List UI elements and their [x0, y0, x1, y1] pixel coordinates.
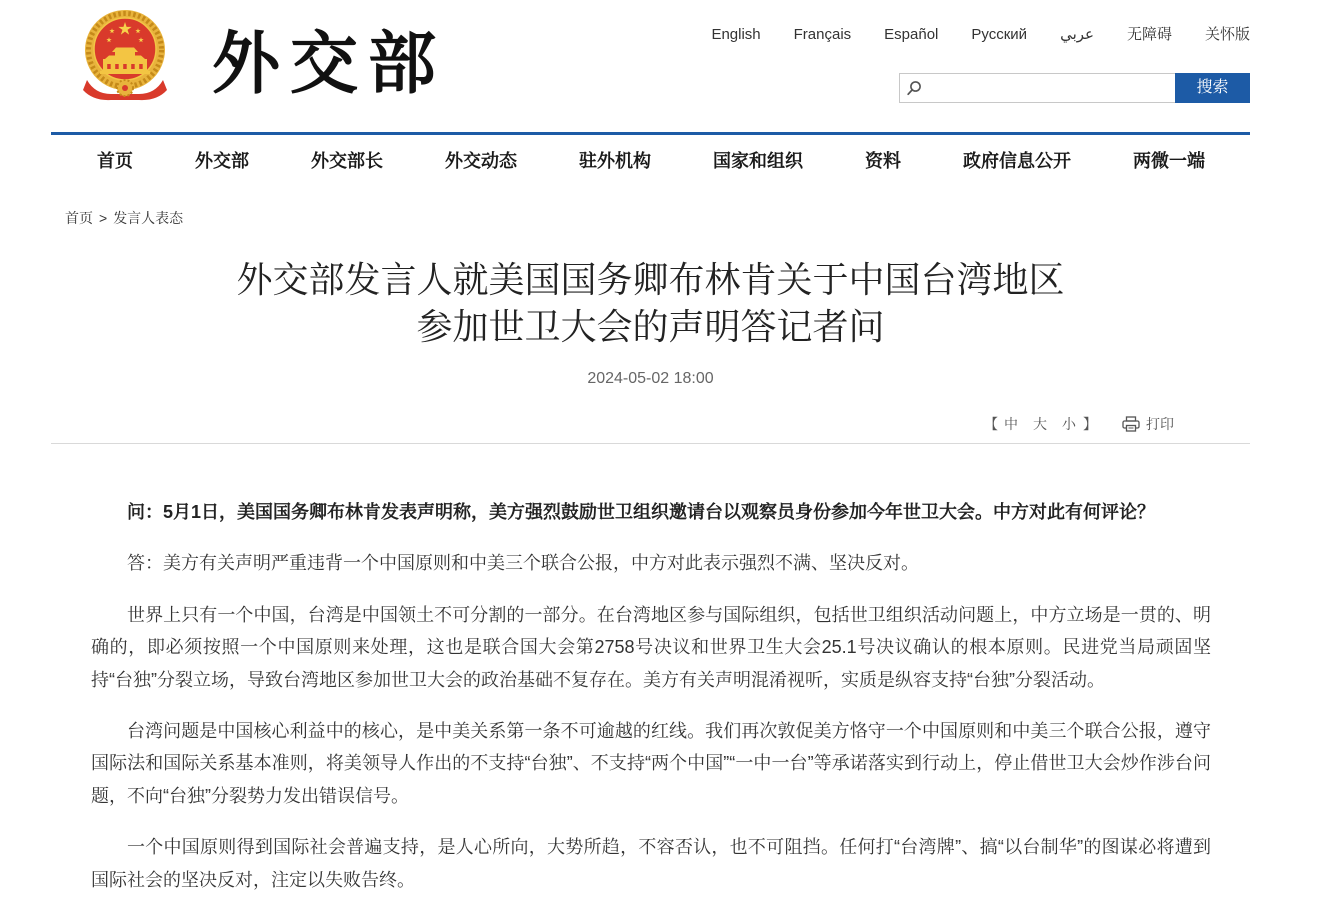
- search-box: [899, 73, 1175, 103]
- breadcrumb-separator: >: [99, 210, 108, 226]
- article-title: [51, 256, 1250, 350]
- breadcrumb-item-spokesperson[interactable]: 发言人表态: [113, 210, 184, 226]
- lang-link-english[interactable]: English: [711, 26, 761, 43]
- answer-paragraph: 答：美方有关声明严重违背一个中国原则和中美三个联合公报，中方对此表示强烈不满、坚决反对。: [127, 553, 919, 574]
- header-rule: [51, 132, 1250, 135]
- ministry-logo-text: 外交部: [212, 24, 447, 104]
- nav-item-minister[interactable]: 外交部长: [311, 151, 383, 171]
- nav-item-resources[interactable]: 资料: [865, 151, 901, 171]
- national-emblem-icon: [81, 8, 169, 102]
- print-label: 打印: [1146, 416, 1174, 432]
- lang-link-russian[interactable]: Русский: [971, 26, 1028, 43]
- nav-item-home[interactable]: 首页: [97, 151, 133, 171]
- nav-item-social-media[interactable]: 两微一端: [1133, 151, 1205, 171]
- font-size-bracket-close: 】: [1083, 416, 1097, 432]
- printer-icon: [1122, 416, 1140, 432]
- nav-item-countries-organizations[interactable]: 国家和组织: [713, 151, 803, 171]
- lang-link-arabic[interactable]: عربي: [1060, 26, 1094, 43]
- nav-item-missions-abroad[interactable]: 驻外机构: [579, 151, 651, 171]
- print-button[interactable]: [1122, 415, 1174, 433]
- lang-link-spanish[interactable]: Español: [884, 26, 939, 43]
- accessibility-link[interactable]: 无障碍: [1126, 26, 1172, 43]
- question-paragraph: 问：5月1日，美国国务卿布林肯发表声明称，美方强烈鼓励世卫组织邀请台以观察员身份参加今年世卫大会。中方对此有何评论？: [127, 502, 1156, 522]
- main-nav: [97, 149, 1205, 173]
- article-title-line: 参加世卫大会的声明答记者问: [416, 306, 885, 347]
- breadcrumb: [65, 209, 183, 227]
- language-links: [711, 25, 1250, 45]
- search-bar: [899, 73, 1250, 103]
- elderly-care-mode-link[interactable]: 关怀版: [1204, 26, 1250, 43]
- emblem-gear: [117, 80, 133, 96]
- font-size-medium-button[interactable]: 中: [1004, 416, 1018, 432]
- answer-paragraph: 台湾问题是中国核心利益中的核心，是中美关系第一条不可逾越的红线。我们再次敦促美方恪守一个中国原则和中美三个联合公报，遵守国际法和国际关系基本准则，将美领导人作出的不支持“台独”、不支持“两个中国”“一中一台”等承诺落实到行动上，停止借世卫大会炒作涉台问题，不向“台独”分裂势力发出错误信号。: [91, 721, 1211, 806]
- article-title-line: 外交部发言人就美国国务卿布林肯关于中国台湾地区: [236, 259, 1065, 300]
- lang-link-french[interactable]: Français: [793, 26, 852, 43]
- font-size-small-button[interactable]: 小: [1062, 416, 1076, 432]
- answer-paragraph: 世界上只有一个中国，台湾是中国领土不可分割的一部分。在台湾地区参与国际组织，包括世卫组织活动问题上，中方立场是一贯的、明确的，即必须按照一个中国原则来处理，这也是联合国大会第2758号决议和世界卫生大会25.1号决议确认的根本原则。民进党当局顽固坚持“台独”分裂立场，导致台湾地区参加世卫大会的政治基础不复存在。美方有关声明混淆视听，实质是纵容支持“台独”分裂活动。: [91, 604, 1211, 690]
- answer-paragraph: 一个中国原则得到国际社会普遍支持，是人心所向，大势所趋，不容否认，也不可阻挡。任何打“台湾牌”、搞“以台制华”的图谋必将遭到国际社会的坚决反对，注定以失败告终。: [91, 837, 1211, 890]
- search-button[interactable]: 搜索: [1175, 73, 1250, 103]
- article-date: 2024-05-02 18:00: [587, 370, 714, 387]
- font-size-bracket-open: 【: [984, 416, 998, 432]
- article-body: [91, 496, 1211, 915]
- font-size-controls: [984, 415, 1097, 433]
- nav-item-ministry[interactable]: 外交部: [195, 151, 249, 171]
- font-size-large-button[interactable]: 大: [1033, 416, 1047, 432]
- search-icon: [906, 80, 922, 96]
- article-divider: [51, 443, 1250, 444]
- breadcrumb-item-home[interactable]: 首页: [65, 210, 93, 226]
- nav-item-diplomatic-news[interactable]: 外交动态: [445, 151, 517, 171]
- nav-item-government-information[interactable]: 政府信息公开: [963, 151, 1071, 171]
- search-input[interactable]: [928, 74, 1170, 102]
